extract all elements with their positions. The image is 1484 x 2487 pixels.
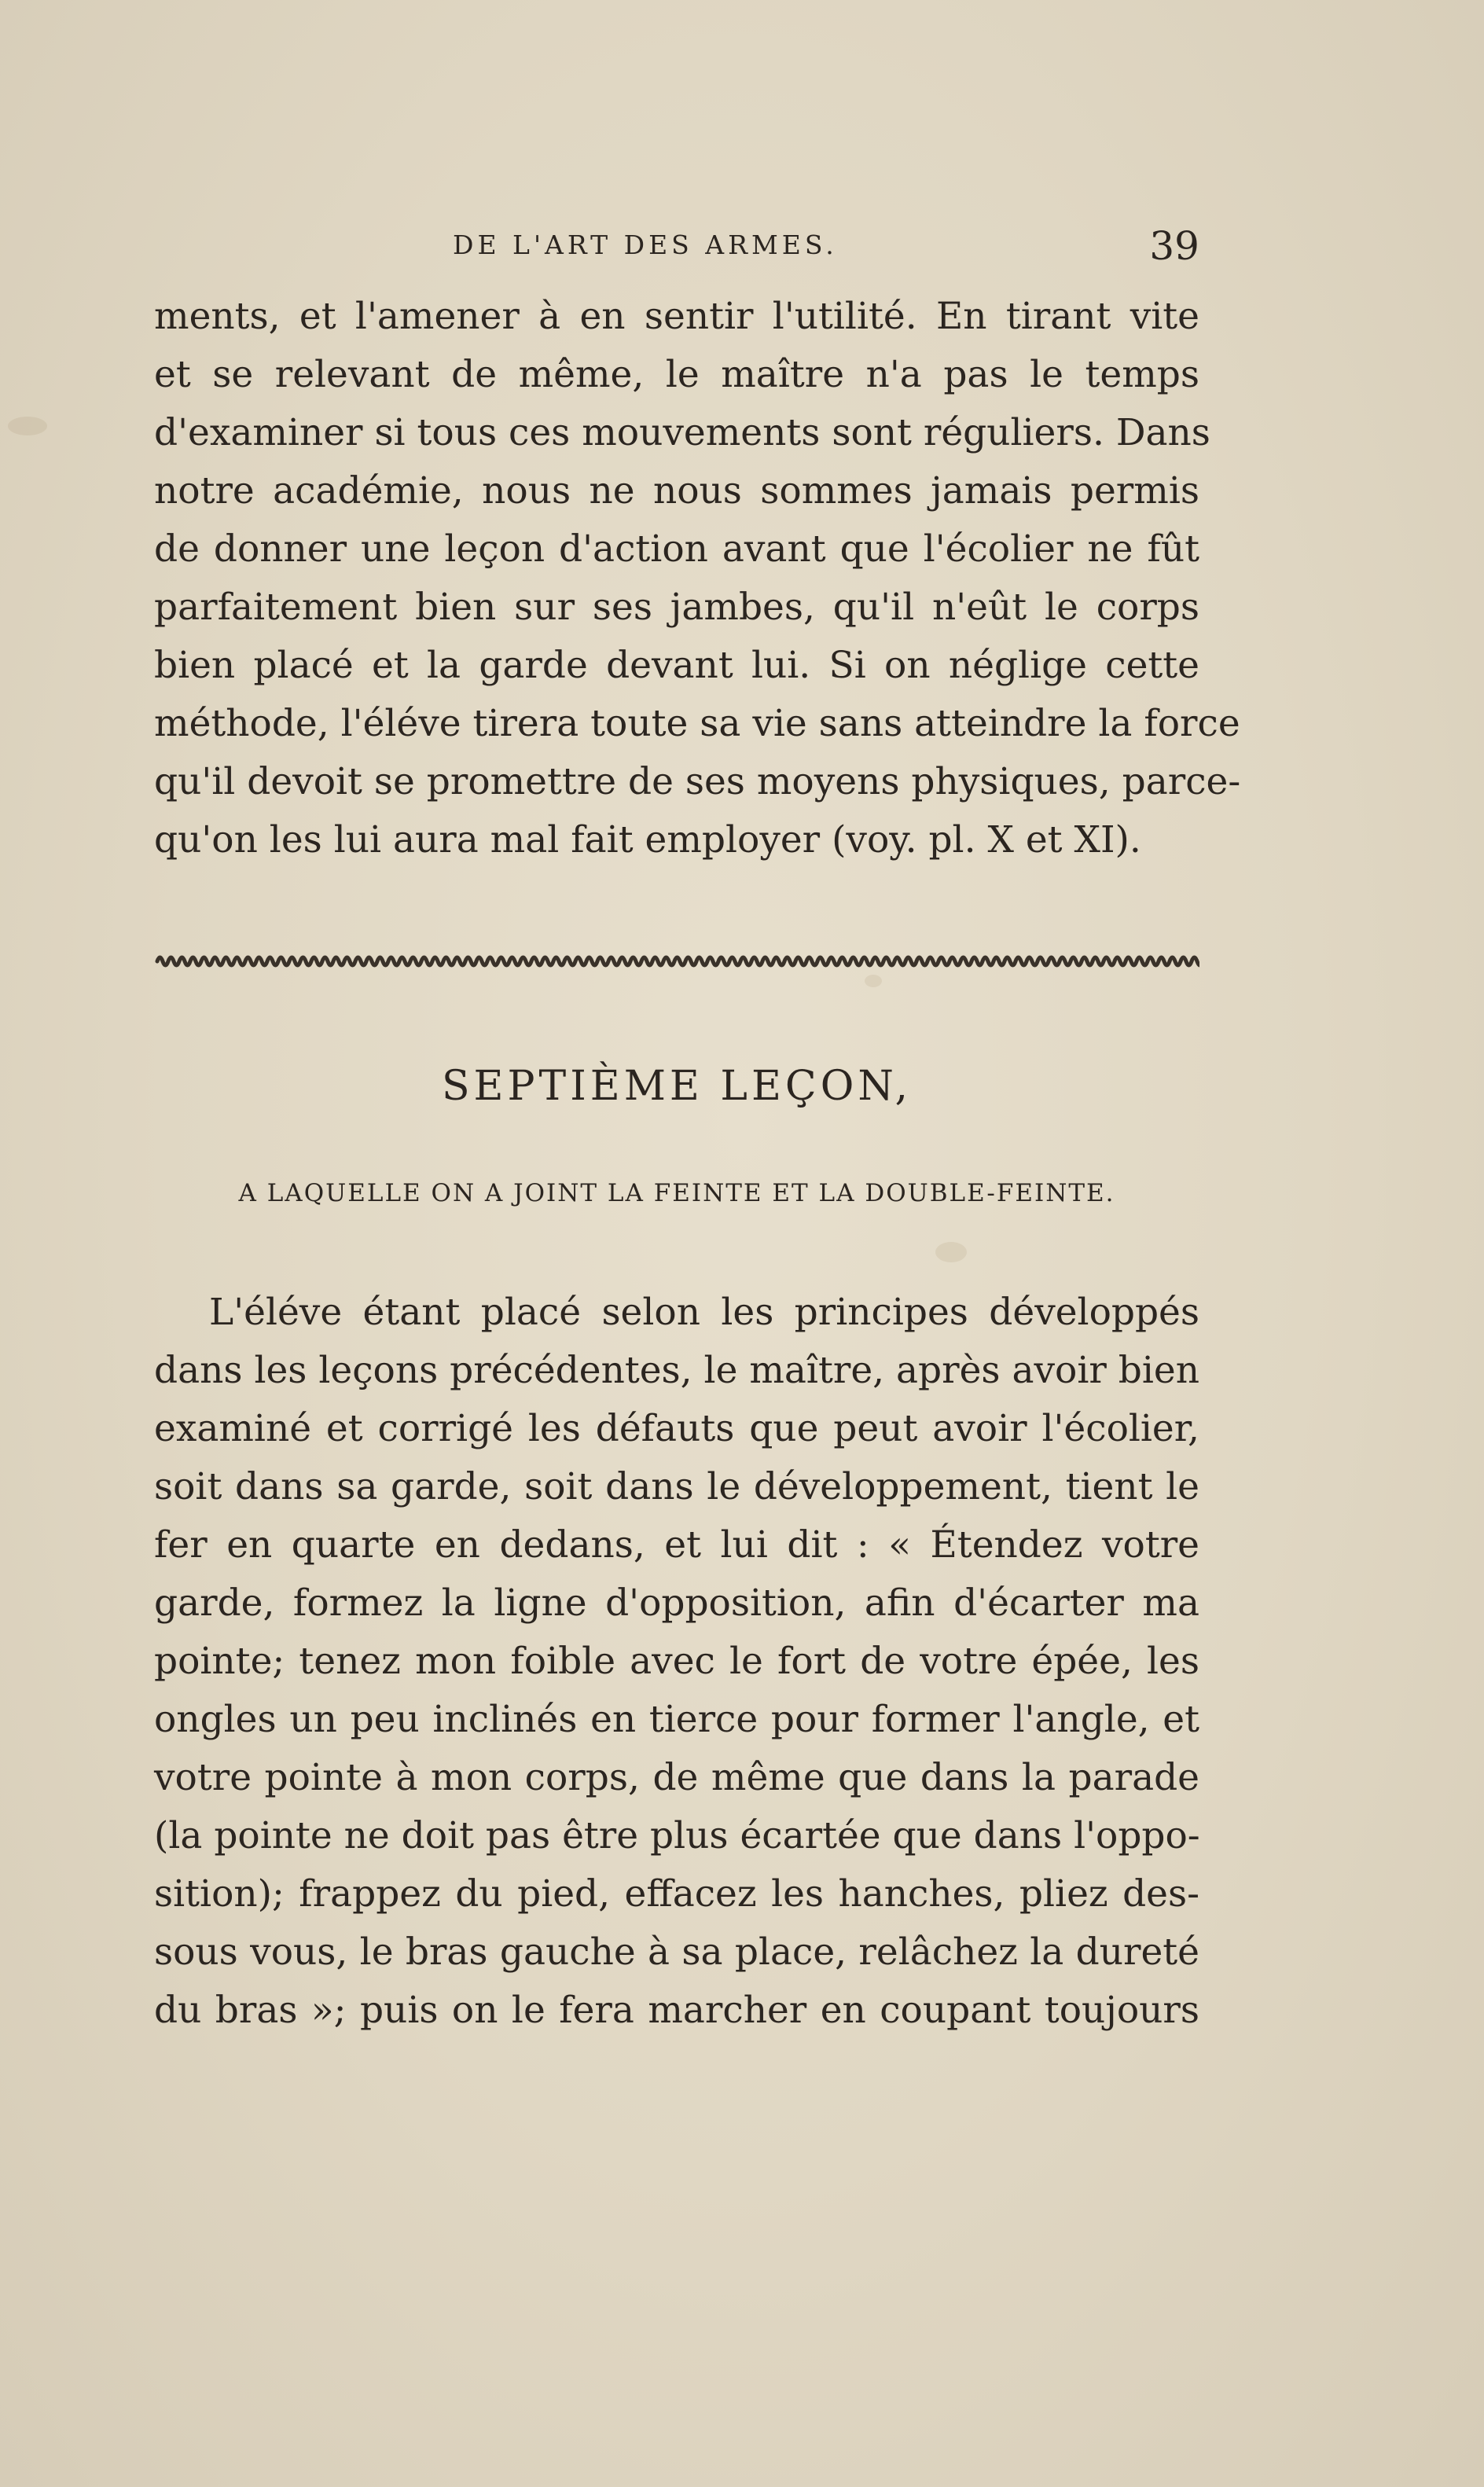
text-line: L'éléve étant placé selon les principes développés xyxy=(209,1291,1199,1334)
text-line: bien placé et la garde devant lui. Si on néglige cette xyxy=(154,644,1199,687)
text-line: sous vous, le bras gauche à sa place, relâchez la dureté xyxy=(154,1930,1199,1974)
text-line: pointe; tenez mon foible avec le fort de votre épée, les xyxy=(154,1640,1199,1683)
text-line: soit dans sa garde, soit dans le développement, tient le xyxy=(154,1465,1199,1508)
text-line: garde, formez la ligne d'opposition, afin d'écarter ma xyxy=(154,1581,1199,1625)
text-line: sition); frappez du pied, effacez les hanches, pliez des- xyxy=(154,1872,1199,1916)
continuation-paragraph xyxy=(154,288,1241,869)
text-line: (la pointe ne doit pas être plus écartée que dans l'oppo- xyxy=(154,1814,1200,1857)
text-line: notre académie, nous ne nous sommes jamais permis xyxy=(154,469,1199,512)
text-line: d'examiner si tous ces mouvements sont réguliers. Dans xyxy=(154,411,1210,454)
chapter-title: SEPTIÈME LEÇON, xyxy=(441,1063,913,1110)
text-line: du bras »; puis on le fera marcher en coupant toujours xyxy=(154,1989,1199,2032)
wavy-rule-ornament xyxy=(154,950,1199,973)
page-number: 39 xyxy=(1149,223,1199,269)
text-line: votre pointe à mon corps, de même que dans la parade xyxy=(154,1756,1199,1799)
running-head: DE L'ART DES ARMES. xyxy=(453,230,838,260)
paper-stain xyxy=(8,417,47,435)
paper-stain xyxy=(865,975,882,987)
text-line: examiné et corrigé les défauts que peut avoir l'écolier, xyxy=(154,1407,1199,1450)
text-line: fer en quarte en dedans, et lui dit : « Étendez votre xyxy=(154,1523,1199,1567)
paper-stain xyxy=(935,1242,967,1262)
text-line: qu'on les lui aura mal fait employer (voy. pl. X et XI). xyxy=(154,818,1141,861)
chapter-subtitle: A LAQUELLE ON A JOINT LA FEINTE ET LA DOUBLE-FEINTE. xyxy=(238,1179,1115,1207)
text-line: ongles un peu inclinés en tierce pour former l'angle, et xyxy=(154,1698,1199,1741)
text-line: et se relevant de même, le maître n'a pas le temps xyxy=(154,353,1199,396)
text-line: méthode, l'éléve tirera toute sa vie sans atteindre la force xyxy=(154,702,1240,745)
chapter-paragraph xyxy=(154,1284,1199,2040)
text-line: de donner une leçon d'action avant que l'écolier ne fût xyxy=(154,527,1199,571)
text-line: parfaitement bien sur ses jambes, qu'il n'eût le corps xyxy=(154,586,1199,629)
text-line: qu'il devoit se promettre de ses moyens physiques, parce- xyxy=(154,760,1241,803)
text-line: ments, et l'amener à en sentir l'utilité. En tirant vite xyxy=(154,295,1199,338)
text-line: dans les leçons précédentes, le maître, après avoir bien xyxy=(154,1349,1199,1392)
page-header xyxy=(154,223,1199,270)
